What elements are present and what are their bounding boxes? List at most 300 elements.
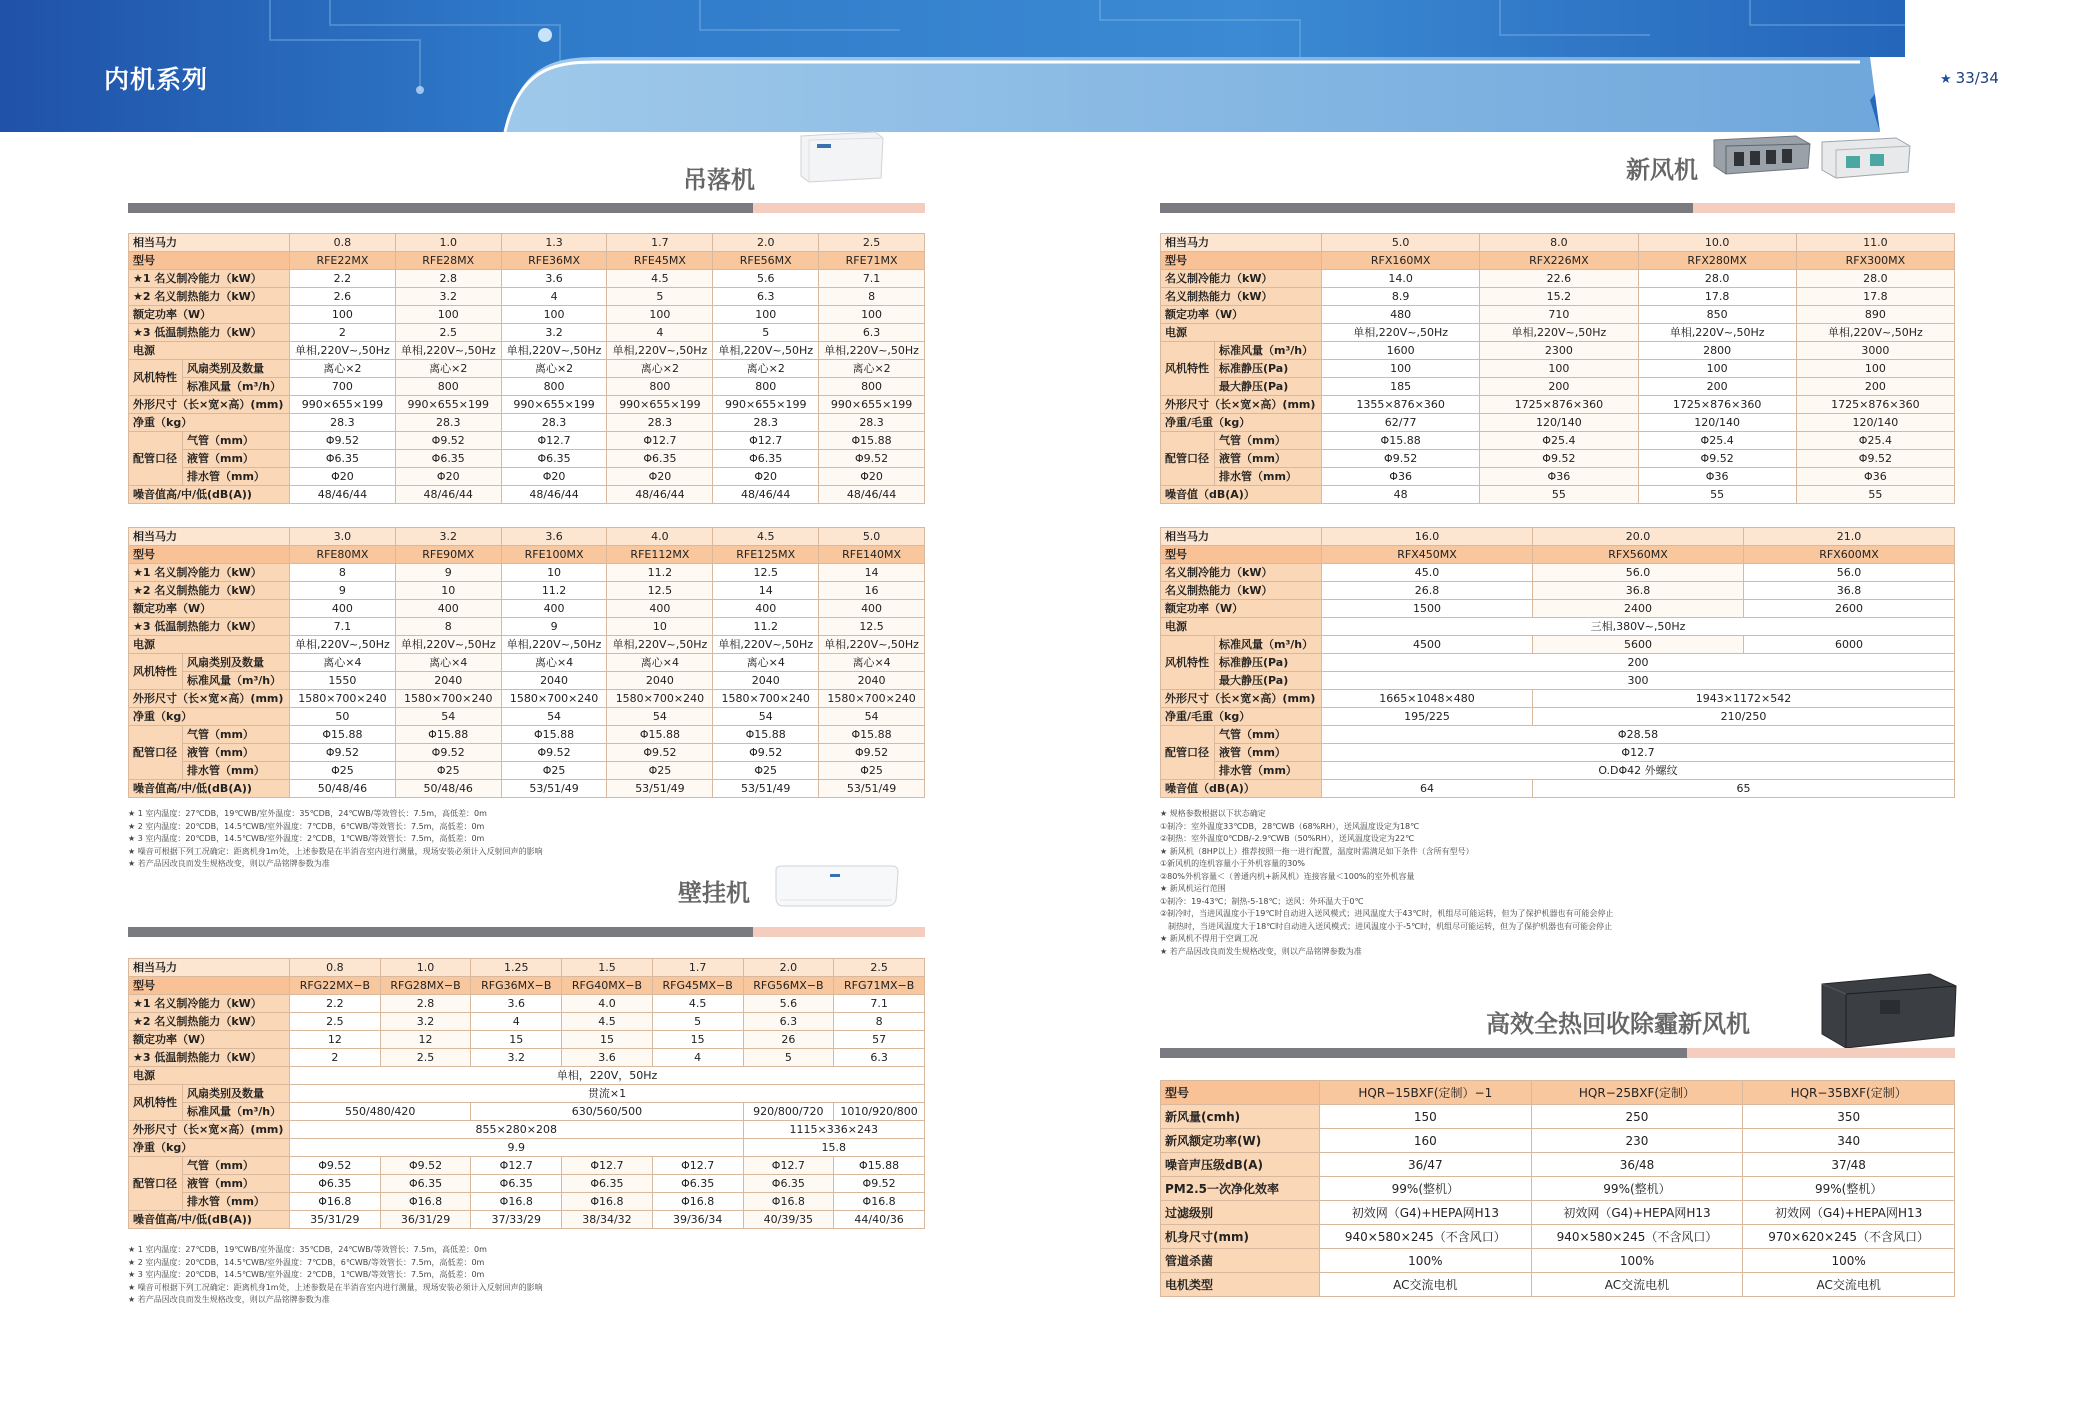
value-cell: 37/33/29 bbox=[471, 1211, 562, 1229]
value-cell: 3.6 bbox=[501, 270, 607, 288]
table-row bbox=[129, 1157, 925, 1175]
group-label: 配管口径 bbox=[1161, 432, 1215, 486]
row-label: 名义制热能力（kW） bbox=[1161, 582, 1322, 600]
row-label: 名义制热能力（kW） bbox=[1161, 288, 1322, 306]
table-row bbox=[129, 672, 925, 690]
value-cell: RFG71MX−B bbox=[834, 977, 925, 995]
value-cell: 22.6 bbox=[1480, 270, 1638, 288]
group-label: 配管口径 bbox=[129, 432, 183, 486]
value-cell: 120/140 bbox=[1638, 414, 1796, 432]
value-cell: RFE112MX bbox=[607, 546, 713, 564]
value-cell: 28.3 bbox=[607, 414, 713, 432]
table-row bbox=[129, 564, 925, 582]
value-cell: Φ20 bbox=[290, 468, 396, 486]
value-cell: 1.7 bbox=[607, 234, 713, 252]
value-cell: Φ28.58 bbox=[1322, 726, 1955, 744]
value-cell: 2.5 bbox=[834, 959, 925, 977]
value-cell: 990×655×199 bbox=[713, 396, 819, 414]
value-cell: 28.3 bbox=[713, 414, 819, 432]
value-cell: 53/51/49 bbox=[501, 780, 607, 798]
value-cell: 48/46/44 bbox=[290, 486, 396, 504]
value-cell: Φ6.35 bbox=[290, 1175, 381, 1193]
value-cell: 3.0 bbox=[290, 528, 396, 546]
value-cell: Φ16.8 bbox=[380, 1193, 471, 1211]
value-cell: RFG45MX−B bbox=[652, 977, 743, 995]
group-label: 风机特性 bbox=[1161, 636, 1215, 690]
row-label: ★3 低温制热能力（kW） bbox=[129, 324, 290, 342]
value-cell: 7.1 bbox=[834, 995, 925, 1013]
value-cell: Φ9.52 bbox=[607, 744, 713, 762]
row-label: 相当马力 bbox=[1161, 234, 1322, 252]
value-cell: 7.1 bbox=[819, 270, 925, 288]
row-label: 净重/毛重（kg） bbox=[1161, 414, 1322, 432]
value-cell: Φ9.52 bbox=[380, 1157, 471, 1175]
value-cell: 50/48/46 bbox=[395, 780, 501, 798]
value-cell: 14 bbox=[819, 564, 925, 582]
value-cell: 4.5 bbox=[607, 270, 713, 288]
value-cell: 100 bbox=[819, 306, 925, 324]
ceiling-notes: ★ 1 室内温度：27℃DB，19℃WB/室外温度：35℃DB，24℃WB/等效管长：7.5m，高低差：0m ★ 2 室内温度：20℃DB，14.5℃WB/室外温度：7℃DB，6℃WB/等效管长：7.5m，高低差：0m ★ 3 室内温度：20℃DB，14.5℃WB/室外温度：2℃DB，1℃WB/等效管长：7.5m，高低差：0m ★ 噪音可根据下列工况确定：距离机身1m处，上述参数是在半消音室内进行测量，现场安装必须计入反射回声的影响 ★ 若产品因改良而发生规格改变，则以产品铭牌参数为准 bbox=[128, 809, 543, 868]
value-cell: 3.6 bbox=[471, 995, 562, 1013]
row-label: 净重（kg） bbox=[129, 1139, 290, 1157]
sub-label: 标准风量（m³/h） bbox=[1215, 636, 1322, 654]
row-label: ★1 名义制冷能力（kW） bbox=[129, 995, 290, 1013]
value-cell: Φ15.88 bbox=[395, 726, 501, 744]
value-cell: 8.0 bbox=[1480, 234, 1638, 252]
heat-recovery-unit-image bbox=[1820, 970, 1958, 1052]
value-cell: 350 bbox=[1743, 1105, 1955, 1129]
value-cell: 3.2 bbox=[471, 1049, 562, 1067]
value-cell: 630/560/500 bbox=[471, 1103, 743, 1121]
value-cell: Φ12.7 bbox=[652, 1157, 743, 1175]
value-cell: Φ9.52 bbox=[1480, 450, 1638, 468]
sub-label: 排水管（mm） bbox=[1215, 762, 1322, 780]
value-cell: 单相,220V~,50Hz bbox=[819, 342, 925, 360]
value-cell: 400 bbox=[819, 600, 925, 618]
value-cell: 1580×700×240 bbox=[395, 690, 501, 708]
ceiling-unit-image bbox=[795, 128, 887, 184]
table-row bbox=[1161, 414, 1955, 432]
table-row bbox=[1161, 360, 1955, 378]
value-cell: 14 bbox=[713, 582, 819, 600]
value-cell: 3.6 bbox=[562, 1049, 653, 1067]
table-row bbox=[129, 600, 925, 618]
value-cell: 36.8 bbox=[1744, 582, 1955, 600]
page-number: ★ 33/34 bbox=[1940, 69, 1999, 87]
row-label: 净重（kg） bbox=[129, 414, 290, 432]
value-cell: 1.3 bbox=[501, 234, 607, 252]
value-cell: 单相,220V~,50Hz bbox=[1796, 324, 1954, 342]
table-row bbox=[1161, 1273, 1955, 1297]
value-cell: Φ20 bbox=[395, 468, 501, 486]
row-label: 外形尺寸（长×宽×高）(mm) bbox=[129, 1121, 290, 1139]
value-cell: RFX226MX bbox=[1480, 252, 1638, 270]
value-cell: 2.8 bbox=[380, 995, 471, 1013]
value-cell: 2.8 bbox=[395, 270, 501, 288]
value-cell: 99%(整机） bbox=[1320, 1177, 1532, 1201]
table-row bbox=[129, 618, 925, 636]
row-label: 电源 bbox=[129, 1067, 290, 1085]
value-cell: RFE28MX bbox=[395, 252, 501, 270]
value-cell: 100 bbox=[1322, 360, 1480, 378]
value-cell: HQR−15BXF(定制）−1 bbox=[1320, 1081, 1532, 1105]
value-cell: RFE56MX bbox=[713, 252, 819, 270]
value-cell: 初效网（G4)+HEPA网H13 bbox=[1320, 1201, 1532, 1225]
value-cell: 1.7 bbox=[652, 959, 743, 977]
table-row bbox=[129, 360, 925, 378]
value-cell: 48/46/44 bbox=[713, 486, 819, 504]
sub-label: 液管（mm） bbox=[183, 1175, 290, 1193]
value-cell: 4 bbox=[652, 1049, 743, 1067]
value-cell: Φ6.35 bbox=[290, 450, 396, 468]
value-cell: 55 bbox=[1638, 486, 1796, 504]
value-cell: 8 bbox=[395, 618, 501, 636]
value-cell: RFX560MX bbox=[1533, 546, 1744, 564]
value-cell: 210/250 bbox=[1533, 708, 1955, 726]
value-cell: 15 bbox=[562, 1031, 653, 1049]
value-cell: Φ20 bbox=[713, 468, 819, 486]
row-label: ★1 名义制冷能力（kW） bbox=[129, 564, 290, 582]
value-cell: 1010/920/800 bbox=[834, 1103, 925, 1121]
value-cell: 1115×336×243 bbox=[743, 1121, 924, 1139]
table-row bbox=[1161, 396, 1955, 414]
value-cell: Φ25 bbox=[713, 762, 819, 780]
row-label: 相当马力 bbox=[129, 959, 290, 977]
value-cell: 单相,220V~,50Hz bbox=[607, 636, 713, 654]
wall-section-bar bbox=[128, 927, 925, 937]
value-cell: 55 bbox=[1796, 486, 1954, 504]
value-cell: 8 bbox=[834, 1013, 925, 1031]
value-cell: RFE125MX bbox=[713, 546, 819, 564]
fresh-spec-table-2 bbox=[1160, 527, 1955, 798]
value-cell: 3.6 bbox=[501, 528, 607, 546]
value-cell: Φ20 bbox=[819, 468, 925, 486]
value-cell: 36/48 bbox=[1531, 1153, 1743, 1177]
value-cell: Φ25 bbox=[290, 762, 396, 780]
table-row bbox=[1161, 582, 1955, 600]
sub-label: 气管（mm） bbox=[1215, 432, 1322, 450]
value-cell: 710 bbox=[1480, 306, 1638, 324]
sub-label: 液管（mm） bbox=[1215, 450, 1322, 468]
value-cell: Φ16.8 bbox=[471, 1193, 562, 1211]
row-label: 噪音值高/中/低(dB(A)) bbox=[129, 1211, 290, 1229]
value-cell: 400 bbox=[607, 600, 713, 618]
value-cell: 120/140 bbox=[1480, 414, 1638, 432]
value-cell: Φ12.7 bbox=[471, 1157, 562, 1175]
value-cell: 3000 bbox=[1796, 342, 1954, 360]
table-row bbox=[129, 306, 925, 324]
value-cell: 1550 bbox=[290, 672, 396, 690]
value-cell: 120/140 bbox=[1796, 414, 1954, 432]
table-row bbox=[129, 636, 925, 654]
table-row bbox=[1161, 306, 1955, 324]
value-cell: 10.0 bbox=[1638, 234, 1796, 252]
value-cell: Φ9.52 bbox=[1796, 450, 1954, 468]
value-cell: 940×580×245（不含风口） bbox=[1320, 1225, 1532, 1249]
value-cell: 26.8 bbox=[1322, 582, 1533, 600]
value-cell: 100 bbox=[607, 306, 713, 324]
row-label: 名义制冷能力（kW） bbox=[1161, 564, 1322, 582]
value-cell: 12.5 bbox=[819, 618, 925, 636]
value-cell: 28.3 bbox=[290, 414, 396, 432]
sub-label: 气管（mm） bbox=[183, 1157, 290, 1175]
table-row bbox=[1161, 636, 1955, 654]
value-cell: 1.25 bbox=[471, 959, 562, 977]
value-cell: 2040 bbox=[819, 672, 925, 690]
value-cell: RFE100MX bbox=[501, 546, 607, 564]
value-cell: 12 bbox=[380, 1031, 471, 1049]
group-label: 配管口径 bbox=[129, 1157, 183, 1211]
value-cell: RFE36MX bbox=[501, 252, 607, 270]
table-row bbox=[129, 654, 925, 672]
value-cell: Φ9.52 bbox=[290, 744, 396, 762]
sub-label: 风扇类别及数量 bbox=[183, 654, 290, 672]
row-label: 名义制冷能力（kW） bbox=[1161, 270, 1322, 288]
value-cell: Φ9.52 bbox=[501, 744, 607, 762]
table-row bbox=[129, 1211, 925, 1229]
table-row bbox=[129, 744, 925, 762]
fresh-section-title: 新风机 bbox=[1626, 156, 1698, 184]
value-cell: Φ15.88 bbox=[834, 1157, 925, 1175]
value-cell: 100 bbox=[1480, 360, 1638, 378]
value-cell: Φ6.35 bbox=[395, 450, 501, 468]
value-cell: 16.0 bbox=[1322, 528, 1533, 546]
row-label: 噪音值高/中/低(dB(A)) bbox=[129, 486, 290, 504]
row-label: 型号 bbox=[1161, 546, 1322, 564]
value-cell: 离心×2 bbox=[713, 360, 819, 378]
value-cell: 9 bbox=[501, 618, 607, 636]
value-cell: 初效网（G4)+HEPA网H13 bbox=[1531, 1201, 1743, 1225]
value-cell: 44/40/36 bbox=[834, 1211, 925, 1229]
value-cell: 15 bbox=[652, 1031, 743, 1049]
value-cell: 48/46/44 bbox=[395, 486, 501, 504]
value-cell: 2040 bbox=[607, 672, 713, 690]
value-cell: 230 bbox=[1531, 1129, 1743, 1153]
table-row bbox=[129, 1067, 925, 1085]
value-cell: 16 bbox=[819, 582, 925, 600]
value-cell: 855×280×208 bbox=[290, 1121, 744, 1139]
value-cell: 5600 bbox=[1533, 636, 1744, 654]
value-cell: Φ6.35 bbox=[380, 1175, 471, 1193]
value-cell: 54 bbox=[607, 708, 713, 726]
row-label: 相当马力 bbox=[129, 234, 290, 252]
value-cell: 100 bbox=[290, 306, 396, 324]
row-label: 型号 bbox=[1161, 1081, 1320, 1105]
table-row bbox=[1161, 744, 1955, 762]
value-cell: 28.0 bbox=[1638, 270, 1796, 288]
group-label: 配管口径 bbox=[1161, 726, 1215, 780]
value-cell: RFE45MX bbox=[607, 252, 713, 270]
value-cell: RFG22MX−B bbox=[290, 977, 381, 995]
wall-unit-image bbox=[770, 862, 900, 912]
value-cell: Φ16.8 bbox=[834, 1193, 925, 1211]
value-cell: 400 bbox=[395, 600, 501, 618]
value-cell: 53/51/49 bbox=[819, 780, 925, 798]
value-cell: 250 bbox=[1531, 1105, 1743, 1129]
value-cell: Φ36 bbox=[1638, 468, 1796, 486]
value-cell: RFX600MX bbox=[1744, 546, 1955, 564]
table-row bbox=[1161, 762, 1955, 780]
table-row bbox=[1161, 1177, 1955, 1201]
value-cell: Φ25.4 bbox=[1480, 432, 1638, 450]
value-cell: 离心×2 bbox=[501, 360, 607, 378]
value-cell: 1.0 bbox=[380, 959, 471, 977]
value-cell: 300 bbox=[1322, 672, 1955, 690]
row-label: ★2 名义制热能力（kW） bbox=[129, 1013, 290, 1031]
sub-label: 标准静压(Pa) bbox=[1215, 654, 1322, 672]
row-label: PM2.5一次净化效率 bbox=[1161, 1177, 1320, 1201]
ceiling-section-title: 吊落机 bbox=[683, 166, 755, 194]
value-cell: 2.5 bbox=[395, 324, 501, 342]
value-cell: 5 bbox=[652, 1013, 743, 1031]
value-cell: 8 bbox=[819, 288, 925, 306]
value-cell: 64 bbox=[1322, 780, 1533, 798]
row-label: 电机类型 bbox=[1161, 1273, 1320, 1297]
value-cell: 36/31/29 bbox=[380, 1211, 471, 1229]
value-cell: Φ15.88 bbox=[607, 726, 713, 744]
value-cell: 离心×2 bbox=[395, 360, 501, 378]
sub-label: 最大静压(Pa) bbox=[1215, 672, 1322, 690]
table-row bbox=[1161, 618, 1955, 636]
value-cell: Φ25 bbox=[607, 762, 713, 780]
value-cell: 1.5 bbox=[562, 959, 653, 977]
value-cell: 1580×700×240 bbox=[713, 690, 819, 708]
value-cell: 2.5 bbox=[380, 1049, 471, 1067]
value-cell: 48/46/44 bbox=[607, 486, 713, 504]
value-cell: 3.2 bbox=[380, 1013, 471, 1031]
table-row bbox=[1161, 546, 1955, 564]
row-label: 净重（kg） bbox=[129, 708, 290, 726]
value-cell: 8 bbox=[290, 564, 396, 582]
table-row bbox=[1161, 654, 1955, 672]
value-cell: 9 bbox=[395, 564, 501, 582]
value-cell: Φ16.8 bbox=[290, 1193, 381, 1211]
table-row bbox=[1161, 528, 1955, 546]
value-cell: Φ36 bbox=[1480, 468, 1638, 486]
row-label: 额定功率（W） bbox=[129, 600, 290, 618]
table-row bbox=[1161, 1225, 1955, 1249]
value-cell: 4.0 bbox=[562, 995, 653, 1013]
value-cell: 36/47 bbox=[1320, 1153, 1532, 1177]
row-label: 额定功率（W） bbox=[129, 306, 290, 324]
value-cell: 4.0 bbox=[607, 528, 713, 546]
value-cell: 4.5 bbox=[652, 995, 743, 1013]
value-cell: 550/480/420 bbox=[290, 1103, 471, 1121]
group-label: 风机特性 bbox=[129, 1085, 183, 1121]
row-label: 相当马力 bbox=[1161, 528, 1322, 546]
value-cell: 850 bbox=[1638, 306, 1796, 324]
value-cell: AC交流电机 bbox=[1531, 1273, 1743, 1297]
value-cell: 21.0 bbox=[1744, 528, 1955, 546]
row-label: ★1 名义制冷能力（kW） bbox=[129, 270, 290, 288]
value-cell: 4 bbox=[607, 324, 713, 342]
sub-label: 排水管（mm） bbox=[183, 1193, 290, 1211]
value-cell: Φ15.88 bbox=[819, 432, 925, 450]
value-cell: 100 bbox=[1638, 360, 1796, 378]
value-cell: 38/34/32 bbox=[562, 1211, 653, 1229]
value-cell: 15.2 bbox=[1480, 288, 1638, 306]
value-cell: 10 bbox=[395, 582, 501, 600]
value-cell: 5.6 bbox=[743, 995, 834, 1013]
value-cell: 48 bbox=[1322, 486, 1480, 504]
value-cell: 单相,220V~,50Hz bbox=[395, 342, 501, 360]
value-cell: 5 bbox=[607, 288, 713, 306]
table-row bbox=[129, 977, 925, 995]
row-label: 净重/毛重（kg） bbox=[1161, 708, 1322, 726]
value-cell: 14.0 bbox=[1322, 270, 1480, 288]
value-cell: AC交流电机 bbox=[1320, 1273, 1532, 1297]
value-cell: 3.2 bbox=[395, 288, 501, 306]
value-cell: 400 bbox=[501, 600, 607, 618]
value-cell: 160 bbox=[1320, 1129, 1532, 1153]
value-cell: 100 bbox=[1796, 360, 1954, 378]
value-cell: 2600 bbox=[1744, 600, 1955, 618]
value-cell: Φ12.7 bbox=[607, 432, 713, 450]
value-cell: 39/36/34 bbox=[652, 1211, 743, 1229]
value-cell: 2 bbox=[290, 324, 396, 342]
row-label: 外形尺寸（长×宽×高）(mm) bbox=[1161, 690, 1322, 708]
value-cell: 6.3 bbox=[834, 1049, 925, 1067]
value-cell: 10 bbox=[501, 564, 607, 582]
table-row bbox=[1161, 1129, 1955, 1153]
value-cell: 99%(整机） bbox=[1531, 1177, 1743, 1201]
value-cell: 100% bbox=[1743, 1249, 1955, 1273]
table-row bbox=[1161, 780, 1955, 798]
value-cell: 单相,220V~,50Hz bbox=[1480, 324, 1638, 342]
row-label: 噪音值（dB(A)） bbox=[1161, 486, 1322, 504]
header-banner bbox=[0, 0, 2082, 132]
value-cell: 54 bbox=[713, 708, 819, 726]
value-cell: RFE140MX bbox=[819, 546, 925, 564]
value-cell: 28.3 bbox=[819, 414, 925, 432]
value-cell: HQR−25BXF(定制） bbox=[1531, 1081, 1743, 1105]
value-cell: 26 bbox=[743, 1031, 834, 1049]
value-cell: 单相,220V~,50Hz bbox=[395, 636, 501, 654]
group-label: 风机特性 bbox=[129, 654, 183, 690]
value-cell: Φ9.52 bbox=[819, 744, 925, 762]
table-row bbox=[1161, 1105, 1955, 1129]
row-label: 过滤级别 bbox=[1161, 1201, 1320, 1225]
value-cell: 离心×4 bbox=[501, 654, 607, 672]
value-cell: RFG56MX−B bbox=[743, 977, 834, 995]
value-cell: 28.3 bbox=[395, 414, 501, 432]
value-cell: 200 bbox=[1322, 654, 1955, 672]
value-cell: 1665×1048×480 bbox=[1322, 690, 1533, 708]
value-cell: Φ9.52 bbox=[290, 1157, 381, 1175]
row-label: 型号 bbox=[1161, 252, 1322, 270]
value-cell: Φ9.52 bbox=[290, 432, 396, 450]
table-row bbox=[1161, 324, 1955, 342]
value-cell: 150 bbox=[1320, 1105, 1532, 1129]
value-cell: 1725×876×360 bbox=[1480, 396, 1638, 414]
fresh-section-bar bbox=[1160, 203, 1955, 213]
table-row bbox=[1161, 1081, 1955, 1105]
value-cell: Φ6.35 bbox=[471, 1175, 562, 1193]
table-row bbox=[129, 582, 925, 600]
table-row bbox=[1161, 450, 1955, 468]
value-cell: 单相,220V~,50Hz bbox=[819, 636, 925, 654]
value-cell: 2.2 bbox=[290, 270, 396, 288]
value-cell: 53/51/49 bbox=[607, 780, 713, 798]
value-cell: 56.0 bbox=[1533, 564, 1744, 582]
table-row bbox=[129, 780, 925, 798]
value-cell: 12.5 bbox=[713, 564, 819, 582]
row-label: ★2 名义制热能力（kW） bbox=[129, 288, 290, 306]
sub-label: 排水管（mm） bbox=[1215, 468, 1322, 486]
value-cell: 离心×2 bbox=[290, 360, 396, 378]
value-cell: Φ6.35 bbox=[501, 450, 607, 468]
value-cell: 单相,220V~,50Hz bbox=[290, 342, 396, 360]
